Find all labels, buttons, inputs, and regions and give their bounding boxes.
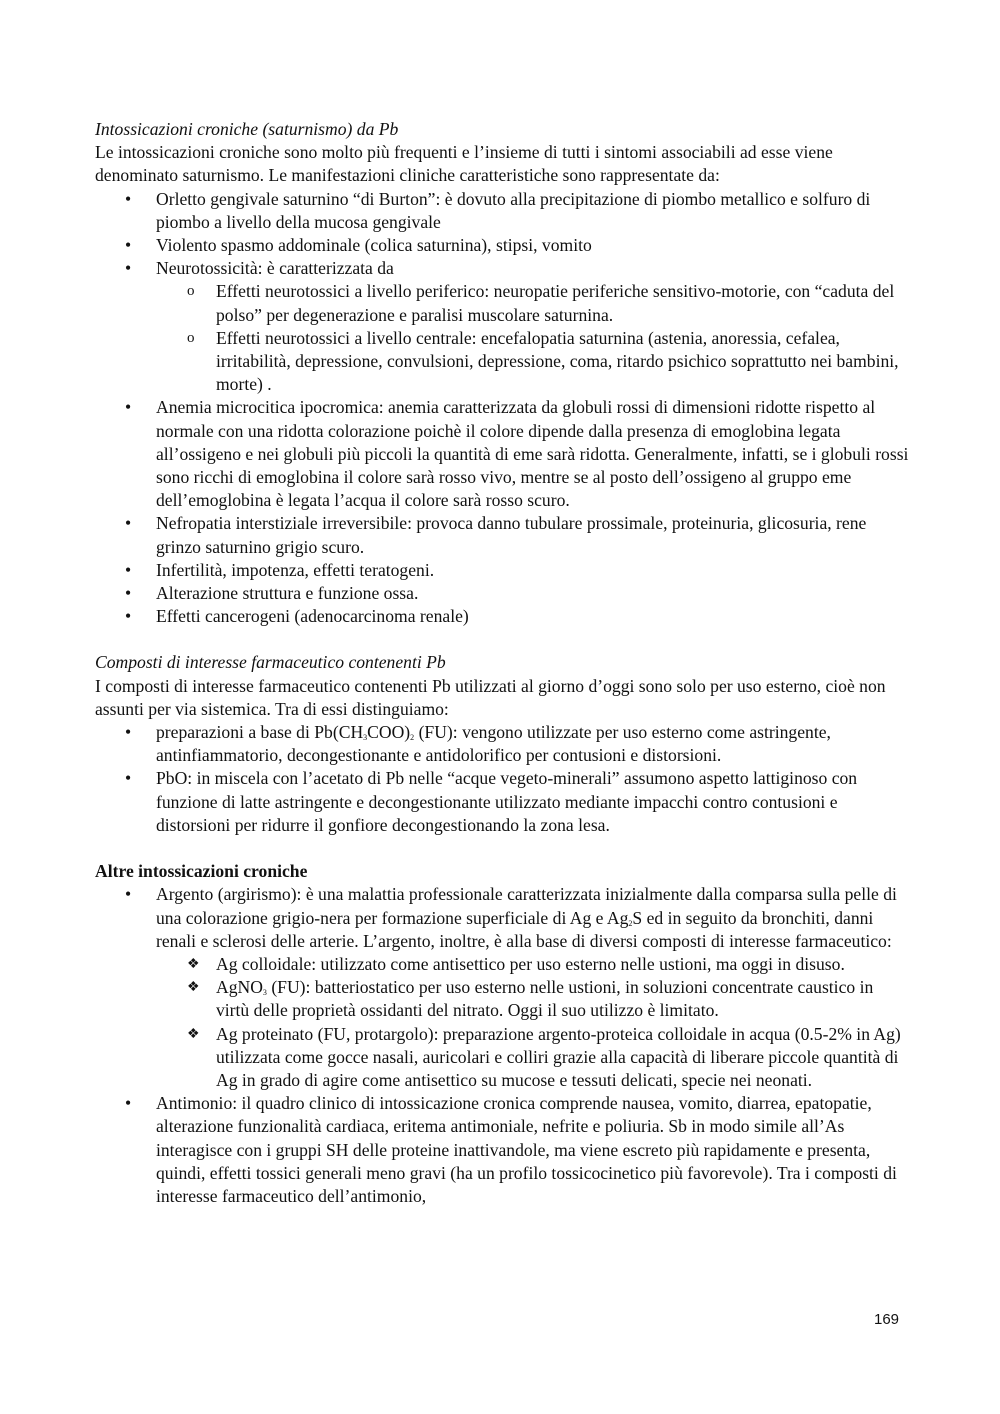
bullet-icon: • xyxy=(125,513,132,534)
list-item: • Anemia microcitica ipocromica: anemia caratterizzata da globuli rossi di dimensioni ridotte rispetto al normale con una ridotta colorazione poichè il colore dipende dalla presenza di emoglobina legata all’ossigeno e nei globuli più piccoli la quantità di eme sarà ridotta. Generalmente, infatti, se i globuli rossi sono ricchi di emoglobina il colore sarà rosso vivo, mentre se al posto dell’ossigeno al gruppo eme dell’emoglobina è legata l’acqua il colore sarà rosso scuro. xyxy=(125,397,909,511)
diamond-bullet-icon: ❖ xyxy=(187,980,200,996)
circle-bullet-icon: o xyxy=(187,283,195,300)
bullet-icon: • xyxy=(125,258,132,279)
bullet-icon: • xyxy=(125,884,132,905)
section-heading-saturnismo: Intossicazioni croniche (saturnismo) da Pb xyxy=(95,119,399,139)
document-page xyxy=(95,118,910,1208)
section-heading-composti-pb: Composti di interesse farmaceutico contenenti Pb xyxy=(95,652,446,673)
sub-list-item: ❖ Ag colloidale: utilizzato come antisettico per uso esterno nelle ustioni, ma oggi in disuso. xyxy=(156,953,910,976)
diamond-bullet-icon: ❖ xyxy=(187,956,200,972)
other-intoxication-list xyxy=(95,883,910,1208)
sub-list-item: ❖ AgNO$_3$ (FU): batteriostatico per uso esterno nelle ustioni, in soluzioni concentrate caustico in virtù delle proprietà ossidanti del nitrato. Oggi il suo utilizzo è limitato. xyxy=(187,977,874,1021)
sub-list-item: ❖ Ag proteinato (FU, protargolo): preparazione argento-proteica colloidale in acqua (0.5-2% in Ag) utilizzata come gocce nasali, auricolari e colliri grazie alla capacità di liberare piccole quantità di Ag in grado di agire come antisettico su mucose e tessuti delicati, specie nei neonati. xyxy=(187,1023,901,1090)
list-item: • Orletto gengivale saturnino “di Burton”: è dovuto alla precipitazione di piombo metallico e solfuro di piombo a livello della mucosa gengivale xyxy=(125,188,871,232)
bullet-icon: • xyxy=(125,188,132,209)
list-item: • Nefropatia interstiziale irreversibile: provoca danno tubulare prossimale, proteinuria, glicosuria, rene grinzo saturnino grigio scuro. xyxy=(125,513,867,557)
list-item: • preparazioni a base di $Pb(CH_3COO)_2$ (FU): vengono utilizzate per uso esterno come astringente, antinfiammatorio, decongestionante e antidolorifico per contusioni e distorsioni. xyxy=(125,722,831,766)
symptom-list xyxy=(95,188,910,629)
sub-list xyxy=(156,953,910,1092)
bullet-icon: • xyxy=(125,1093,132,1114)
bullet-icon: • xyxy=(125,722,132,743)
list-item: • Infertilità, impotenza, effetti teratogeni. xyxy=(95,559,910,582)
bullet-icon: • xyxy=(125,583,132,604)
list-item: • Alterazione struttura e funzione ossa. xyxy=(95,582,910,605)
spacer xyxy=(95,628,910,651)
bullet-icon: • xyxy=(125,235,132,256)
list-item: • PbO: in miscela con l’acetato di Pb nelle “acque vegeto-minerali” assumono aspetto lattiginoso con funzione di latte astringente e decongestionante utilizzato mediante impacchi contro contusioni e distorsioni per ridurre il gonfiore decongestionando la zona lesa. xyxy=(125,768,858,835)
section-heading-altre-intossicazioni: Altre intossicazioni croniche xyxy=(95,861,308,882)
page-number: 169 xyxy=(874,1311,900,1328)
list-item: • Argento (argirismo): è una malattia professionale caratterizzata inizialmente dalla comparsa sulla pelle di una colorazione grigio-nera per formazione superficiale di Ag e $Ag_2S$ ed in seguito da bronchiti, danni renali e sclerosi delle arterie. L’argento, inoltre, è alla base di diversi composti di interesse farmaceutico: ❖ Ag colloidale: utilizzato come antisettico per uso esterno nelle ustioni, ma oggi in disuso. ❖ AgNO$_3$ (FU): batteriostatico per uso esterno nelle ustioni, in soluzioni concentrate caustico in virtù delle proprietà ossidanti del nitrato. Oggi il suo utilizzo è limitato. ❖ Ag proteinato (FU, protargolo): preparazione argento-proteica colloidale in acqua (0.5-2% in Ag) utilizzata come gocce nasali, auricolari e colliri grazie alla capacità di liberare piccole quantità di Ag in grado di agire come antisettico su mucose e tessuti delicati, specie nei neonati. xyxy=(95,883,910,1092)
sub-list xyxy=(156,280,910,396)
diamond-bullet-icon: ❖ xyxy=(187,1026,200,1042)
bullet-icon: • xyxy=(125,397,132,418)
bullet-icon: • xyxy=(125,768,132,789)
list-item: • Violento spasmo addominale (colica saturnina), stipsi, vomito xyxy=(95,234,910,257)
bullet-icon: • xyxy=(125,606,132,627)
sub-list-item: o Effetti neurotossici a livello periferico: neuropatie periferiche sensitivo-motorie, con “caduta del polso” per degenerazione e paralisi muscolare saturnina. xyxy=(187,281,895,325)
list-item: • Neurotossicità: è caratterizzata da o Effetti neurotossici a livello periferico: neuropatie periferiche sensitivo-motorie, con “caduta del polso” per degenerazione e paralisi muscolare saturnina. o Effetti neurotossici a livello centrale: encefalopatia saturnina (astenia, anoressia, cefalea, irritabilità, depressione, convulsioni, depressione, coma, ritardo psichico soprattutto nei bambini, morte) . xyxy=(95,257,910,396)
spacer xyxy=(95,837,910,860)
list-item: • Effetti cancerogeni (adenocarcinoma renale) xyxy=(95,605,910,628)
intro-paragraph: I composti di interesse farmaceutico contenenti Pb utilizzati al giorno d’oggi sono solo per uso esterno, cioè non assunti per via sistemica. Tra di essi distinguiamo: xyxy=(95,675,886,719)
sub-list-item: o Effetti neurotossici a livello centrale: encefalopatia saturnina (astenia, anoressia, cefalea, irritabilità, depressione, convulsioni, depressione, coma, ritardo psichico soprattutto nei bambini, morte) . xyxy=(187,327,899,395)
compound-list xyxy=(95,721,910,837)
intro-paragraph: Le intossicazioni croniche sono molto più frequenti e l’insieme di tutti i sintomi associabili ad esse viene denominato saturnismo. Le manifestazioni cliniche caratteristiche sono rappresentate da: xyxy=(95,142,833,186)
circle-bullet-icon: o xyxy=(187,329,195,346)
list-item: • Antimonio: il quadro clinico di intossicazione cronica comprende nausea, vomito, diarrea, epatopatie, alterazione funzionalità cardiaca, eritema antimoniale, nefrite e poliuria. Sb in modo simile all’As interagisce con i gruppi SH delle proteine inattivandole, ma viene escreto più rapidamente e presenta, quindi, effetti tossici generali meno gravi (ha un profilo tossicocinetico più favorevole). Tra i composti di interesse farmaceutico dell’antimonio, xyxy=(125,1093,897,1206)
bullet-icon: • xyxy=(125,559,132,580)
